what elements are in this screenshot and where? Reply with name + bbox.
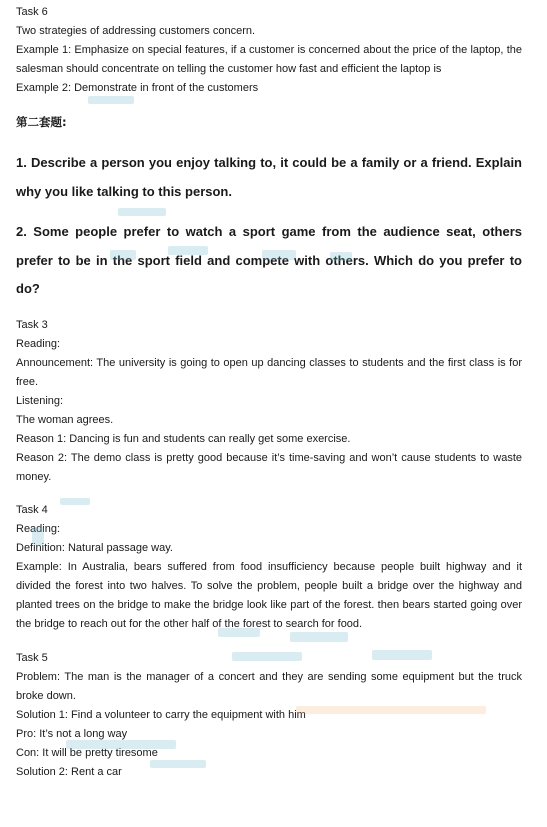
task5-line: Pro: It’s not a long way: [16, 727, 128, 740]
task3-line: Reason 2: The demo class is pretty good because it’s time-saving and won’t cause students to waste money.: [16, 451, 522, 483]
questions-section: [16, 149, 522, 304]
task5-line: Con: It will be pretty tiresome: [16, 746, 158, 759]
task3-title: Task 3: [16, 318, 48, 331]
task4-line: Definition: Natural passage way.: [16, 541, 173, 554]
task3-line: Reason 1: Dancing is fun and students can really get some exercise.: [16, 432, 351, 445]
task5-line: Solution 2: Rent a car: [16, 765, 122, 778]
task5-line: Problem: The man is the manager of a concert and they are sending some equipment but the truck broke down.: [16, 670, 522, 702]
task3-line: The woman agrees.: [16, 413, 114, 426]
task6-title: Task 6: [16, 6, 48, 18]
task5-line: Solution 1: Find a volunteer to carry the equipment with him: [16, 708, 306, 721]
task4-section: [16, 501, 522, 634]
task6-line: Example 1: Emphasize on special features, if a customer is concerned about the price of the laptop, the salesman should concentrate on telling the customer how fast and efficient the laptop is: [16, 44, 522, 75]
task6-line: Two strategies of addressing customers concern.: [16, 25, 256, 37]
task3-line: Listening:: [16, 394, 64, 407]
question-1: 1. Describe a person you enjoy talking to, it could be a family or a friend. Explain why you like talking to this person.: [16, 155, 522, 199]
task4-line: Reading:: [16, 522, 61, 535]
task5-section: [16, 649, 522, 782]
task4-line: Example: In Australia, bears suffered from food insufficiency because people built highway and it divided the forest into two halves. To solve the problem, people built a bridge over the highway and planted trees on the bridge to make the bridge look like part of the forest. then bears started going over the bridge to reach out for the other half of the forest to search for food.: [16, 560, 522, 630]
section2-heading: 第二套题:: [16, 115, 67, 129]
task3-line: Announcement: The university is going to open up dancing classes to students and the first class is for free.: [16, 356, 522, 388]
task3-line: Reading:: [16, 337, 61, 350]
task6-section: [16, 3, 522, 98]
task3-section: [16, 316, 522, 487]
spacer: [16, 487, 522, 501]
question-2: 2. Some people prefer to watch a sport game from the audience seat, others prefer to be in the sport field and compete with others. Which do you prefer to do?: [16, 224, 522, 296]
spacer: [16, 634, 522, 649]
task5-title: Task 5: [16, 651, 48, 664]
task4-title: Task 4: [16, 503, 48, 516]
task6-line: Example 2: Demonstrate in front of the customers: [16, 82, 259, 94]
